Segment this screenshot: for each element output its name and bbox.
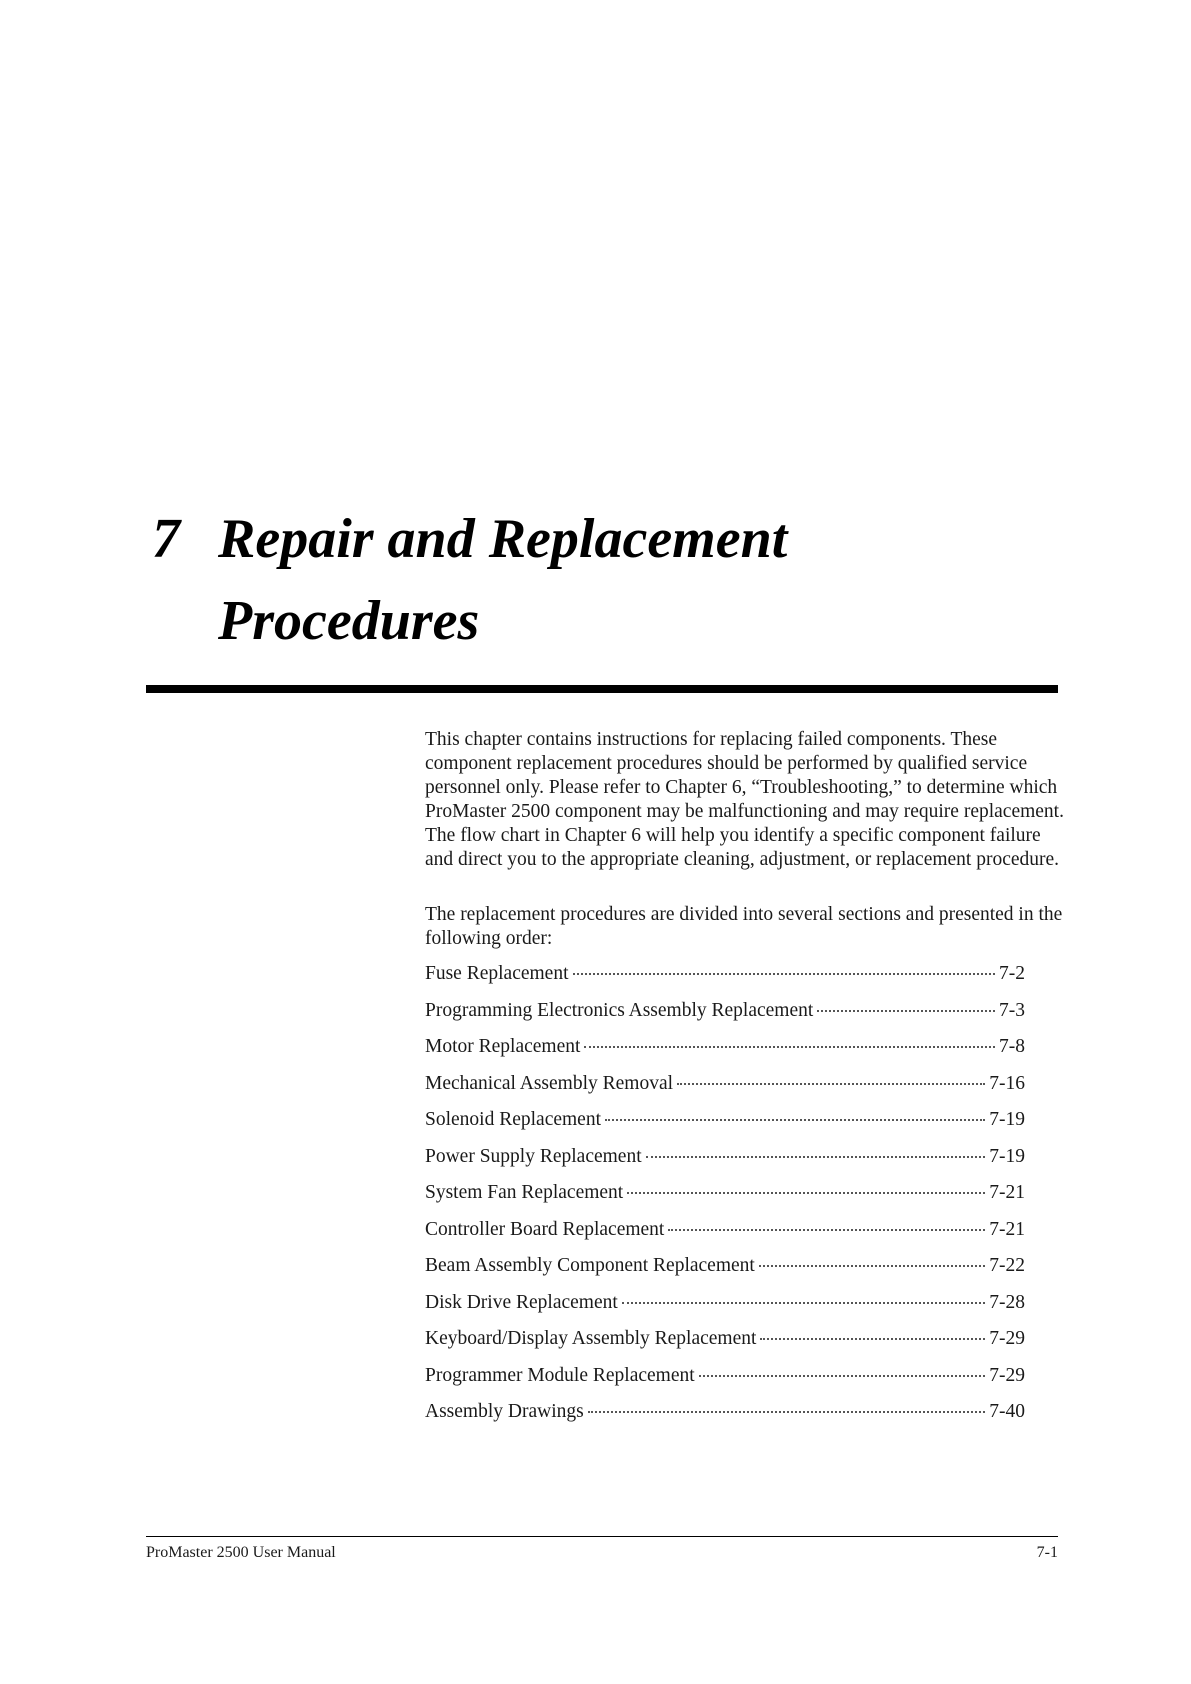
toc-entry[interactable] xyxy=(425,1146,1025,1183)
chapter-title-line-2: Procedures xyxy=(218,590,480,652)
toc-entry-label: Keyboard/Display Assembly Replacement xyxy=(425,1328,757,1349)
toc-entry-page: 7-21 xyxy=(989,1182,1025,1203)
toc-entry[interactable] xyxy=(425,1036,1025,1073)
toc-entry[interactable] xyxy=(425,1292,1025,1329)
toc-entry-page: 7-16 xyxy=(989,1072,1025,1094)
toc-entry-page: 7-22 xyxy=(989,1255,1025,1276)
toc-entry-label: Assembly Drawings xyxy=(425,1401,584,1422)
toc-entry-label: Solenoid Replacement xyxy=(425,1109,601,1130)
toc-leader-dots xyxy=(573,973,996,975)
toc-entry[interactable] xyxy=(425,1073,1025,1110)
toc-entry[interactable] xyxy=(425,1255,1025,1292)
toc-entry-page: 7-40 xyxy=(989,1401,1025,1422)
toc-entry[interactable] xyxy=(425,1000,1025,1037)
footer-manual-title: ProMaster 2500 User Manual xyxy=(146,1544,336,1561)
toc-leader-dots xyxy=(646,1156,986,1158)
toc-leader-dots xyxy=(668,1229,985,1231)
toc-entry-page: 7-8 xyxy=(999,1036,1025,1057)
toc-entry[interactable] xyxy=(425,1328,1025,1365)
intro-order-paragraph: The replacement procedures are divided into several sections and presented in the following order: xyxy=(425,904,1063,949)
chapter-title-line-1: Repair and Replacement xyxy=(218,508,788,570)
toc-entry-page: 7-21 xyxy=(989,1218,1025,1240)
toc-entry[interactable] xyxy=(425,963,1025,1000)
toc-entry-page: 7-19 xyxy=(989,1145,1025,1167)
heading-divider xyxy=(146,685,1058,693)
toc-entry[interactable] xyxy=(425,1219,1025,1256)
intro-paragraph: This chapter contains instructions for replacing failed components. These component replacement procedures should be performed by qualified service personnel only. Please refer to Chapter 6, “Troubleshooting,” to determine which ProMaster 2500 component may be malfunctioning and may require replacement. The flow chart in Chapter 6 will help you identify a specific component failure and direct you to the appropriate cleaning, adjustment, or replacement procedure. xyxy=(425,729,1064,870)
toc-entry-page: 7-19 xyxy=(989,1109,1025,1130)
toc-entry-label: System Fan Replacement xyxy=(425,1182,624,1203)
footer-page-number: 7-1 xyxy=(1036,1544,1058,1561)
toc-entry-label: Programmer Module Replacement xyxy=(425,1364,695,1386)
toc-leader-dots xyxy=(627,1192,985,1194)
toc-entry-label: Mechanical Assembly Removal xyxy=(425,1072,674,1094)
toc-leader-dots xyxy=(817,1010,995,1012)
toc-leader-dots xyxy=(760,1338,985,1340)
toc-leader-dots xyxy=(622,1302,985,1304)
toc-entry[interactable] xyxy=(425,1182,1025,1219)
toc-leader-dots xyxy=(605,1119,985,1121)
toc-entry-page: 7-28 xyxy=(989,1291,1025,1313)
footer-divider xyxy=(146,1536,1058,1537)
toc-entry[interactable] xyxy=(425,1109,1025,1146)
toc-entry-label: Power Supply Replacement xyxy=(425,1145,642,1167)
toc-entry-page: 7-29 xyxy=(989,1328,1025,1349)
toc-entry-page: 7-2 xyxy=(999,963,1025,984)
toc-entry-label: Controller Board Replacement xyxy=(425,1218,665,1240)
toc-leader-dots xyxy=(759,1265,985,1267)
toc-entry-page: 7-3 xyxy=(999,999,1025,1021)
toc-entry-label: Motor Replacement xyxy=(425,1036,581,1057)
toc-entry-label: Programming Electronics Assembly Replacement xyxy=(425,999,814,1021)
toc-leader-dots xyxy=(588,1411,986,1413)
toc-leader-dots xyxy=(584,1046,995,1048)
toc-entry-label: Beam Assembly Component Replacement xyxy=(425,1255,755,1276)
toc-leader-dots xyxy=(699,1375,986,1377)
toc-entry-label: Disk Drive Replacement xyxy=(425,1291,618,1313)
chapter-number: 7 xyxy=(152,508,180,570)
toc-entry-page: 7-29 xyxy=(989,1364,1025,1386)
toc-entry[interactable] xyxy=(425,1365,1025,1402)
toc-entry[interactable] xyxy=(425,1401,1025,1438)
toc-leader-dots xyxy=(677,1083,985,1085)
section-list xyxy=(425,963,1025,1438)
toc-entry-label: Fuse Replacement xyxy=(425,963,569,984)
